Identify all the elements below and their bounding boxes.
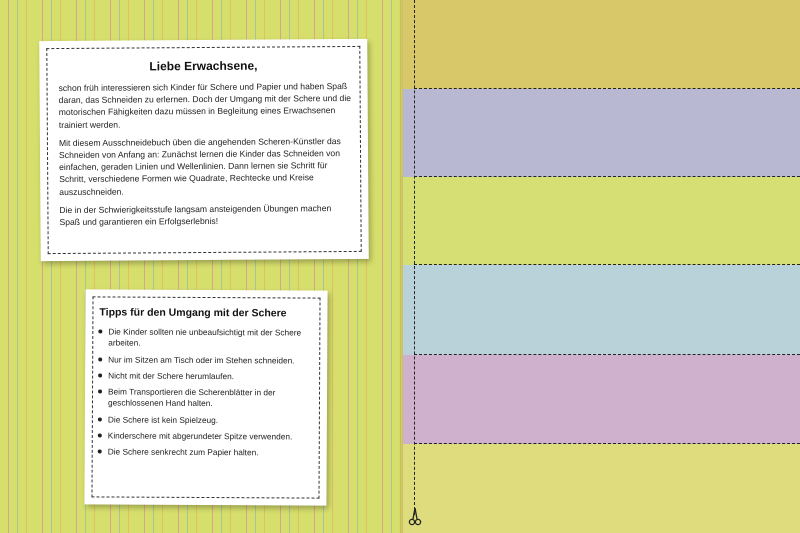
bullet-icon <box>98 450 102 454</box>
color-strip-lavender <box>403 89 800 177</box>
tip-text: Kinderschere mit abgerundeter Spitze verwenden. <box>107 430 293 442</box>
horizontal-cut-line <box>414 88 800 89</box>
tips-list <box>98 326 316 464</box>
tips-card <box>84 289 327 505</box>
tip-text: Beim Transportieren die Scherenblätter in der geschlossenen Hand halten. <box>107 386 276 409</box>
bullet-icon <box>98 434 102 438</box>
right-page-cutting-strips <box>403 0 800 533</box>
color-strip-pale-yellow <box>403 444 800 533</box>
intro-card <box>39 39 369 261</box>
tip-item <box>98 354 315 366</box>
vertical-cut-line <box>414 0 415 515</box>
scissors-icon <box>407 508 423 526</box>
color-strip-lime <box>403 177 800 265</box>
intro-paragraph: Die in der Schwierigkeitsstufe langsam ansteigenden Übungen machen Spaß und garantieren ein Erfolgserlebnis! <box>59 202 332 228</box>
intro-title: Liebe Erwachsene, <box>149 58 258 74</box>
color-strip-light-blue <box>403 265 800 355</box>
tip-text: Nicht mit der Schere herumlaufen. <box>108 370 235 382</box>
tip-item <box>98 326 315 350</box>
tip-item <box>98 447 315 459</box>
bullet-icon <box>98 417 102 421</box>
tip-text: Die Kinder sollten nie unbeaufsichtigt mit der Schere arbeiten. <box>108 326 302 348</box>
tip-item <box>98 414 315 426</box>
horizontal-cut-line <box>414 176 800 177</box>
bullet-icon <box>98 357 102 361</box>
horizontal-cut-line <box>414 264 800 265</box>
bullet-icon <box>98 329 102 333</box>
color-strip-mauve <box>403 355 800 444</box>
bullet-icon <box>98 390 102 394</box>
horizontal-cut-line <box>414 443 800 444</box>
tip-text: Die Schere ist kein Spielzeug. <box>107 414 219 425</box>
tip-text: Nur im Sitzen am Tisch oder im Stehen schneiden. <box>108 354 295 366</box>
horizontal-cut-line <box>414 354 800 355</box>
tip-item <box>98 387 315 411</box>
tip-item <box>98 431 315 443</box>
tip-text: Die Schere senkrecht zum Papier halten. <box>107 446 259 458</box>
intro-body <box>59 80 353 228</box>
intro-paragraph: Mit diesem Ausschneidebuch üben die angehenden Scheren-Künstler das Schneiden von Anfang an: Zunächst lernen die Kinder das Schneiden von einfachen, geraden Linien und Wellenlinien. Dann lernen sie Schritt für Schritt, verschiedene Formen wie Quadrate, Rechtecke und Kreise auszuschneiden. <box>58 135 341 197</box>
intro-paragraph: schon früh interessieren sich Kinder für Schere und Papier und haben Spaß daran, das Schneiden zu erlernen. Doch der Umgang mit der Schere und die motorischen Fähigkeiten dazu müssen in Begleitung eines Erwachsenen trainiert werden. <box>58 80 352 130</box>
color-strip-ochre <box>403 0 800 89</box>
tips-title: Tipps für den Umgang mit der Schere <box>99 306 287 320</box>
bullet-icon <box>98 373 102 377</box>
tip-item <box>98 370 315 382</box>
